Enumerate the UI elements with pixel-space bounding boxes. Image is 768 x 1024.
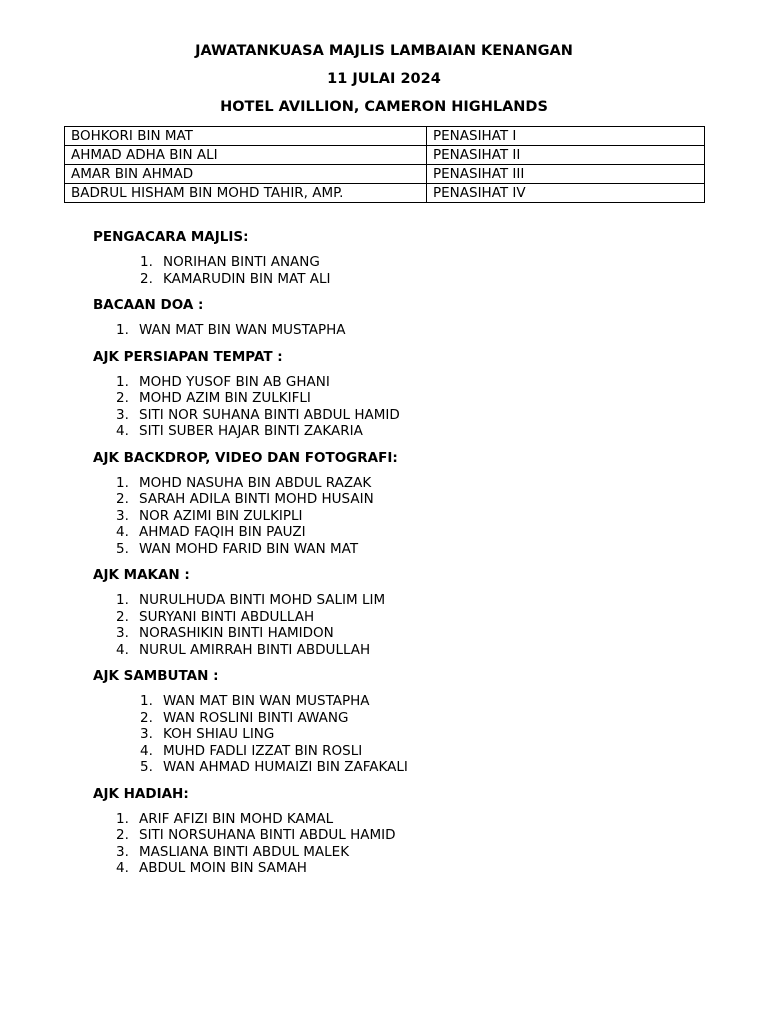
member-name: NURULHUDA BINTI MOHD SALIM LIM [139,592,386,608]
member-name: WAN MAT BIN WAN MUSTAPHA [139,322,346,338]
committee-sections [93,228,733,886]
member-name: SITI SUBER HAJAR BINTI ZAKARIA [139,423,363,439]
committee-section [93,228,733,287]
member-list [93,811,733,877]
event-venue: HOTEL AVILLION, CAMERON HIGHLANDS [220,99,548,115]
table-row [65,146,705,165]
member-list [93,592,733,658]
member-name: NORASHIKIN BINTI HAMIDON [139,625,334,641]
member-list [93,374,733,440]
member-name: NURUL AMIRRAH BINTI ABDULLAH [139,641,371,658]
list-item [93,491,733,508]
committee-section [93,296,733,339]
list-item [93,844,733,861]
section-heading: AJK PERSIAPAN TEMPAT : [93,348,283,365]
list-number: 1. [140,693,153,709]
member-name: WAN MAT BIN WAN MUSTAPHA [163,693,370,709]
list-number: 2. [116,390,129,406]
committee-section [93,667,733,776]
list-item [93,710,733,727]
list-item [93,271,733,288]
list-number: 1. [116,592,129,608]
list-number: 1. [116,373,129,390]
list-item [93,508,733,525]
list-item [93,322,733,339]
member-name: MUHD FADLI IZZAT BIN ROSLI [163,742,363,759]
list-number: 1. [116,810,129,827]
list-number: 5. [140,759,153,775]
member-name: KOH SHIAU LING [163,726,275,742]
list-item [93,374,733,391]
member-name: ABDUL MOIN BIN SAMAH [139,860,307,876]
table-row [65,184,705,203]
member-name: WAN MOHD FARID BIN WAN MAT [139,540,359,557]
document-title: JAWATANKUASA MAJLIS LAMBAIAN KENANGAN [195,43,573,59]
list-item [93,726,733,743]
list-number: 3. [116,507,129,524]
committee-section [93,566,733,658]
member-name: AHMAD FAQIH BIN PAUZI [139,524,306,540]
advisors-table [64,126,705,203]
member-name: SITI NOR SUHANA BINTI ABDUL HAMID [139,406,400,423]
member-name: WAN ROSLINI BINTI AWANG [163,709,349,726]
section-heading: AJK SAMBUTAN : [93,668,219,684]
list-number: 2. [116,827,129,843]
list-item [93,811,733,828]
member-name: MASLIANA BINTI ABDUL MALEK [139,843,350,860]
list-number: 2. [116,491,129,507]
list-number: 3. [140,726,153,742]
committee-section [93,449,733,558]
list-number: 5. [116,540,129,557]
list-number: 4. [116,524,129,540]
document-header [0,40,768,124]
list-item [93,524,733,541]
section-heading: BACAAN DOA : [93,297,204,313]
list-item [93,625,733,642]
member-name: MOHD AZIM BIN ZULKIFLI [139,390,311,406]
table-row [65,127,705,146]
advisor-role: PENASIHAT IV [427,184,705,203]
list-item [93,860,733,877]
list-number: 2. [140,270,153,287]
list-item [93,693,733,710]
list-item [93,609,733,626]
list-item [93,592,733,609]
event-date: 11 JULAI 2024 [327,71,441,87]
list-number: 3. [116,843,129,860]
list-item [93,743,733,760]
member-name: ARIF AFIZI BIN MOHD KAMAL [139,810,334,827]
list-number: 1. [116,474,129,491]
advisor-name: BOHKORI BIN MAT [65,127,427,146]
section-heading: AJK MAKAN : [93,567,190,583]
list-number: 1. [140,254,153,270]
list-number: 4. [116,641,129,658]
member-name: MOHD YUSOF BIN AB GHANI [139,373,330,390]
list-item [93,642,733,659]
committee-section [93,348,733,440]
member-list [93,693,733,776]
member-list [93,322,733,339]
list-item [93,423,733,440]
list-item [93,475,733,492]
list-number: 2. [116,608,129,625]
member-name: KAMARUDIN BIN MAT ALI [163,270,331,287]
list-item [93,254,733,271]
list-item [93,541,733,558]
list-number: 1. [116,322,129,338]
member-name: MOHD NASUHA BIN ABDUL RAZAK [139,474,372,491]
list-number: 2. [140,709,153,726]
member-list [93,475,733,558]
table-row [65,165,705,184]
member-list [93,254,733,287]
list-item [93,407,733,424]
list-number: 3. [116,625,129,641]
committee-section [93,785,733,877]
member-name: NOR AZIMI BIN ZULKIPLI [139,507,303,524]
member-name: SARAH ADILA BINTI MOHD HUSAIN [139,491,374,507]
advisor-role: PENASIHAT II [427,146,705,165]
list-number: 4. [116,423,129,439]
member-name: SURYANI BINTI ABDULLAH [139,608,315,625]
member-name: SITI NORSUHANA BINTI ABDUL HAMID [139,827,396,843]
advisor-role: PENASIHAT I [427,127,705,146]
member-name: NORIHAN BINTI ANANG [163,254,320,270]
list-item [93,759,733,776]
member-name: WAN AHMAD HUMAIZI BIN ZAFAKALI [163,759,408,775]
section-heading: AJK BACKDROP, VIDEO DAN FOTOGRAFI: [93,449,398,466]
list-number: 4. [116,860,129,876]
advisor-role: PENASIHAT III [427,165,705,184]
list-item [93,390,733,407]
advisor-name: BADRUL HISHAM BIN MOHD TAHIR, AMP. [65,184,427,203]
section-heading: PENGACARA MAJLIS: [93,229,249,245]
list-item [93,827,733,844]
section-heading: AJK HADIAH: [93,785,189,802]
list-number: 3. [116,406,129,423]
list-number: 4. [140,742,153,759]
advisor-name: AHMAD ADHA BIN ALI [65,146,427,165]
advisor-name: AMAR BIN AHMAD [65,165,427,184]
